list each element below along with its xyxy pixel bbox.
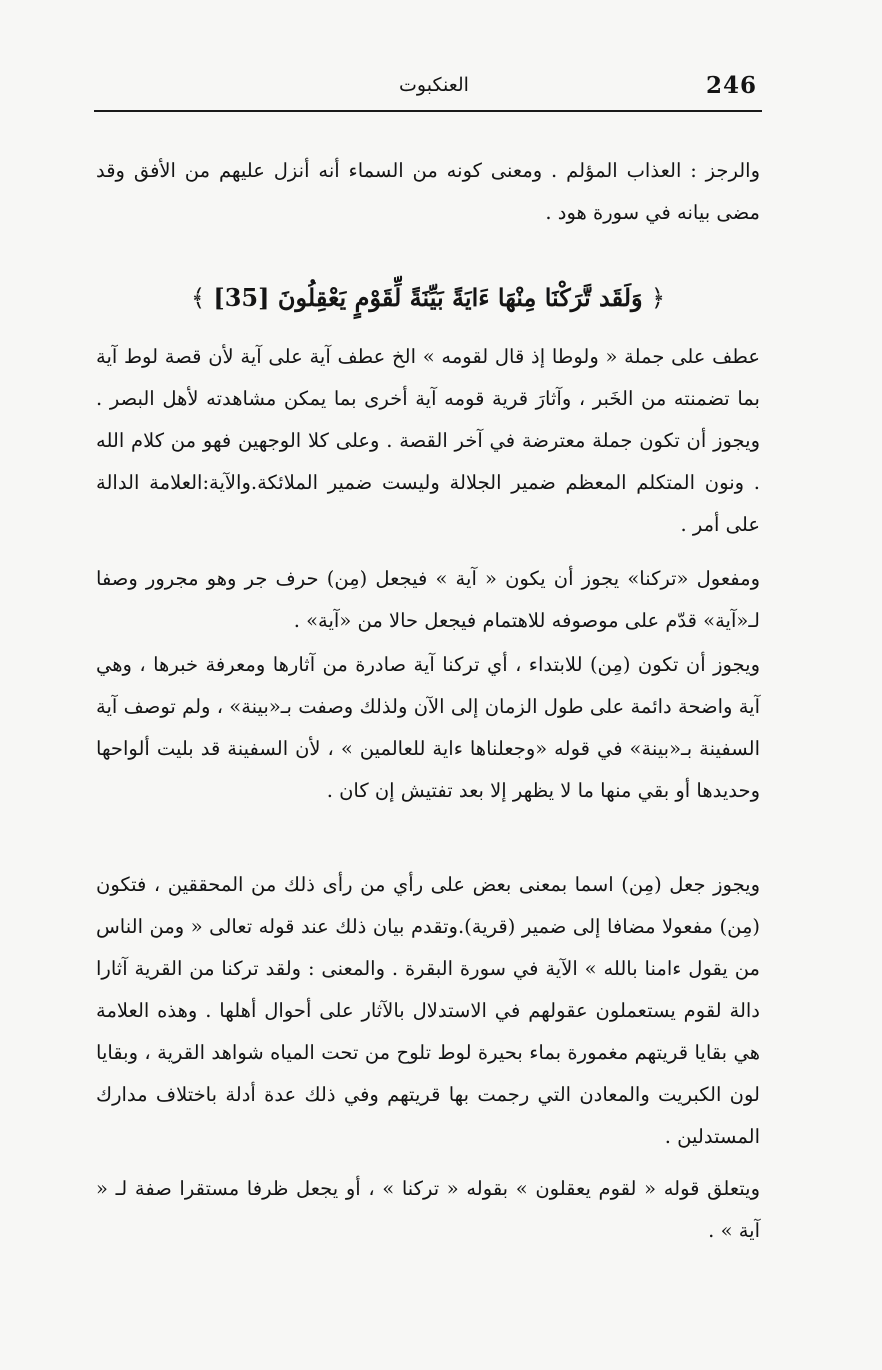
paragraph-ibtida: ويجوز أن تكون (مِن) للابتداء ، أي تركنا آية صادرة من آثارها ومعرفة خبرها ، وهي آية واضحة دائمة على طول الزمان إلى الآن ولذلك وصفت بـ«بينة» ، ولم توصف آية السفينة بـ«بينة» في قوله «وجعلناها ءاية للعالمين » ، لأن السفينة قد بليت ألواحها وحديدها أو بقي منها ما لا يظهر إلا بعد تفتيش إن كان . bbox=[96, 653, 760, 802]
running-title: العنكبوت bbox=[399, 74, 469, 96]
verse-close-bracket: ﴾ bbox=[190, 284, 206, 312]
paragraph-rijz: والرجز : العذاب المؤلم . ومعنى كونه من السماء أنه أنزل عليهم من الأفق وقد مضى بيانه في سورة هود . bbox=[96, 159, 760, 224]
paragraph-taalluq: ويتعلق قوله « لقوم يعقلون » بقوله « تركنا » ، أو يجعل ظرفا مستقرا صفة لـ « آية » . bbox=[96, 1177, 760, 1242]
verse-open-bracket: ﴿ bbox=[650, 284, 666, 312]
paragraph-maful: ومفعول «تركنا» يجوز أن يكون « آية » فيجعل (مِن) حرف جر وهو مجرور وصفا لـ«آية» قدّم على موصوفه للاهتمام فيجعل حالا من «آية» . bbox=[96, 567, 760, 632]
paragraph-atf: عطف على جملة « ولوطا إذ قال لقومه » الخ عطف آية على آية لأن قصة لوط آية بما تضمنته من الخَبر ، وآثارَ قرية قومه آية أخرى بما يمكن مشاهدته لأهل البصر . ويجوز أن تكون جملة معترضة في آخر القصة . وعلى كلا الوجهين فهو من كلام الله . ونون المتكلم المعظم ضمير الجلالة وليست ضمير الملائكة.والآية:العلامة الدالة على أمر . bbox=[96, 345, 760, 536]
page-header bbox=[94, 66, 762, 112]
page-number: 246 bbox=[706, 72, 758, 99]
verse-number: [35] bbox=[213, 283, 270, 312]
paragraph-ism: ويجوز جعل (مِن) اسما بمعنى بعض على رأي من رأى ذلك من المحققين ، فتكون (مِن) مفعولا مضافا إلى ضمير (قرية).وتقدم بيان ذلك عند قوله تعالى « ومن الناس من يقول ءامنا بالله » الآية في سورة البقرة . والمعنى : ولقد تركنا من القرية آثارا دالة لقوم يستعملون عقولهم في الاستدلال بالآثار على أحوال أهلها . وهذه العلامة هي بقايا قريتهم مغمورة بماء بحيرة لوط تلوح من تحت المياه شواهد القرية ، وبقايا لون الكبريت والمعادن التي رجمت بها قريتهم وفي ذلك عدة أدلة باختلاف مدارك المستدلين . bbox=[96, 873, 760, 1148]
quran-verse bbox=[96, 276, 760, 320]
verse-text: وَلَقَد تَّرَكْنَا مِنْهَا ءَايَةً بَيِّنَةً لِّقَوْمٍ يَعْقِلُونَ bbox=[277, 283, 643, 312]
